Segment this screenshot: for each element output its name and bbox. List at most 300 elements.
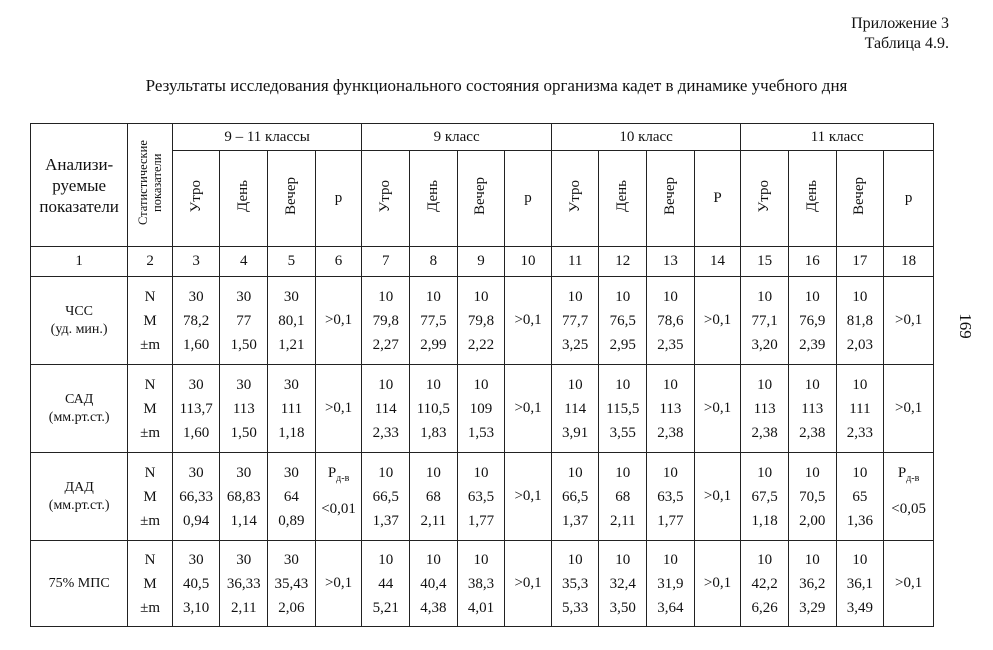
p-value-cell <box>884 541 934 627</box>
value-cell <box>741 365 789 453</box>
value-m: 2,11 <box>609 512 636 529</box>
value-n: 10 <box>425 551 441 568</box>
value-m: 77,7 <box>562 312 589 329</box>
value-m: 113 <box>753 400 776 417</box>
value-m: 67,5 <box>751 488 778 505</box>
value-m: 80,1 <box>278 312 305 329</box>
value-m: 1,53 <box>467 424 495 441</box>
value-m: 3,25 <box>562 336 589 353</box>
column-number: 7 <box>362 247 410 277</box>
stat-labels-cell <box>128 277 173 365</box>
value-m: 110,5 <box>416 400 450 417</box>
appendix-heading <box>851 14 949 54</box>
value-cell <box>788 453 836 541</box>
value-m: 1,60 <box>183 336 210 353</box>
period-header: Утро <box>741 151 789 247</box>
value-n: 10 <box>757 376 773 393</box>
column-number: 2 <box>128 247 173 277</box>
p-value: >0,1 <box>895 312 923 328</box>
period-header: Утро <box>362 151 410 247</box>
value-m: 78,2 <box>183 312 210 329</box>
value-m: 2,38 <box>751 424 778 441</box>
indicator-name: САД <box>64 391 94 407</box>
indicator-unit: (мм.рт.ст.) <box>48 497 110 513</box>
column-number: 1 <box>31 247 128 277</box>
value-m: 2,00 <box>799 512 826 529</box>
value-cell <box>741 453 789 541</box>
value-m: 2,95 <box>609 336 636 353</box>
period-header: День <box>410 151 458 247</box>
indicator-name: 75% МПС <box>48 575 110 591</box>
value-n: 30 <box>283 288 299 305</box>
value-m: 66,5 <box>372 488 399 505</box>
value-m: 32,4 <box>609 575 636 592</box>
value-m: 0,89 <box>278 512 305 529</box>
value-cell <box>172 453 220 541</box>
group-header: 11 класс <box>741 124 934 151</box>
value-n: 10 <box>473 288 489 305</box>
value-m: 2,11 <box>230 599 257 616</box>
value-m: 2,33 <box>372 424 399 441</box>
value-n: 10 <box>615 376 631 393</box>
value-m: 3,20 <box>751 336 778 353</box>
period-header: Вечер <box>836 151 884 247</box>
stat-label: ±m <box>140 599 161 616</box>
value-m: 2,35 <box>657 336 684 353</box>
p-value-cell <box>505 365 552 453</box>
value-cell <box>836 277 884 365</box>
value-n: 10 <box>567 551 583 568</box>
value-m: 113 <box>232 400 255 417</box>
group-header: 9 класс <box>362 124 551 151</box>
stat-labels-cell <box>128 365 173 453</box>
stat-label: ±m <box>140 424 161 441</box>
column-number: 9 <box>457 247 505 277</box>
value-m: 1,21 <box>278 336 305 353</box>
value-m: 113 <box>801 400 824 417</box>
value-cell <box>741 541 789 627</box>
value-m: 114 <box>374 400 397 417</box>
value-n: 30 <box>236 464 252 481</box>
value-cell <box>551 453 599 541</box>
value-m: 109 <box>469 400 493 417</box>
value-m: 2,11 <box>420 512 447 529</box>
value-m: 40,5 <box>183 575 210 592</box>
value-n: 30 <box>188 376 204 393</box>
value-cell <box>457 453 505 541</box>
value-cell <box>836 365 884 453</box>
value-m: 2,38 <box>799 424 826 441</box>
column-number: 17 <box>836 247 884 277</box>
value-cell <box>410 365 458 453</box>
column-number: 18 <box>884 247 934 277</box>
indicator-cell <box>31 541 128 627</box>
table-row <box>31 453 934 541</box>
value-m: 81,8 <box>846 312 874 329</box>
value-n: 10 <box>378 376 394 393</box>
p-value: <0,05 <box>891 500 926 517</box>
value-m: 77,5 <box>420 312 447 329</box>
value-n: 10 <box>425 288 441 305</box>
value-m: 6,26 <box>751 599 778 616</box>
stat-label: N <box>144 464 156 481</box>
value-cell <box>647 277 695 365</box>
value-m: 113,7 <box>179 400 213 417</box>
column-number: 11 <box>551 247 599 277</box>
value-m: 4,38 <box>420 599 447 616</box>
p-value-cell <box>884 453 934 541</box>
value-cell <box>741 277 789 365</box>
p-value-cell <box>694 277 741 365</box>
value-m: 70,5 <box>799 488 826 505</box>
value-cell <box>172 365 220 453</box>
p-value-cell <box>315 453 362 541</box>
p-value: >0,1 <box>703 312 732 328</box>
value-n: 10 <box>804 288 820 305</box>
value-n: 10 <box>378 288 394 305</box>
table-number: Таблица 4.9. <box>864 35 949 52</box>
value-n: 10 <box>757 464 773 481</box>
p-value: >0,1 <box>514 400 542 416</box>
value-m: 2,38 <box>657 424 684 441</box>
value-m: 114 <box>564 400 587 417</box>
value-n: 10 <box>615 288 631 305</box>
value-m: 2,39 <box>799 336 826 353</box>
stat-label: N <box>144 376 156 393</box>
stat-label: ±m <box>140 512 161 529</box>
value-m: 63,5 <box>657 488 684 505</box>
value-m: 68 <box>615 488 631 505</box>
value-cell <box>551 365 599 453</box>
column-number: 15 <box>741 247 789 277</box>
value-m: 63,5 <box>467 488 495 505</box>
p-value-cell <box>315 365 362 453</box>
value-m: 68 <box>425 488 441 505</box>
value-cell <box>836 453 884 541</box>
value-n: 10 <box>662 376 678 393</box>
stat-label: ±m <box>140 336 161 353</box>
value-n: 10 <box>567 376 583 393</box>
p-column-header: Р <box>694 151 741 247</box>
period-header: Утро <box>172 151 220 247</box>
value-n: 30 <box>283 376 299 393</box>
value-cell <box>551 541 599 627</box>
value-n: 10 <box>615 551 631 568</box>
value-m: 115,5 <box>606 400 640 417</box>
indicator-unit: (мм.рт.ст.) <box>48 409 110 425</box>
value-m: 76,9 <box>799 312 826 329</box>
value-m: 2,99 <box>420 336 447 353</box>
value-n: 10 <box>473 551 489 568</box>
value-m: 113 <box>659 400 682 417</box>
value-cell <box>362 277 410 365</box>
p-label: $Р_{д-в}$ <box>327 464 350 484</box>
value-cell <box>268 541 316 627</box>
value-m: 79,8 <box>467 312 495 329</box>
value-m: 65 <box>852 488 868 505</box>
value-m: 1,77 <box>657 512 684 529</box>
p-value-cell <box>505 277 552 365</box>
header-row-groups <box>31 124 934 151</box>
value-cell <box>268 453 316 541</box>
value-cell <box>220 277 268 365</box>
value-cell <box>410 541 458 627</box>
indicator-column-header: Анализи-руемые показатели <box>31 124 128 247</box>
p-value: >0,1 <box>895 400 923 416</box>
value-n: 10 <box>425 376 441 393</box>
indicator-cell <box>31 453 128 541</box>
value-m: 35,3 <box>562 575 589 592</box>
value-n: 10 <box>852 376 868 393</box>
value-n: 30 <box>283 551 299 568</box>
value-n: 10 <box>567 464 583 481</box>
value-m: 2,22 <box>467 336 495 353</box>
value-n: 30 <box>188 464 204 481</box>
value-m: 1,18 <box>751 512 778 529</box>
value-m: 1,18 <box>278 424 305 441</box>
value-cell <box>362 541 410 627</box>
table-row <box>31 277 934 365</box>
value-m: 36,33 <box>226 575 261 592</box>
value-m: 1,77 <box>467 512 495 529</box>
value-n: 10 <box>852 551 868 568</box>
period-header: Утро <box>551 151 599 247</box>
stat-label: M <box>143 488 157 505</box>
p-value-cell <box>884 365 934 453</box>
table-row <box>31 365 934 453</box>
value-n: 10 <box>804 464 820 481</box>
value-n: 10 <box>615 464 631 481</box>
value-m: 36,1 <box>846 575 874 592</box>
p-value: <0,01 <box>321 500 356 517</box>
value-m: 38,3 <box>467 575 495 592</box>
value-m: 66,5 <box>562 488 589 505</box>
value-n: 10 <box>757 551 773 568</box>
indicator-name: ДАД <box>64 479 94 495</box>
value-m: 1,83 <box>420 424 447 441</box>
value-cell <box>647 453 695 541</box>
column-number: 10 <box>505 247 552 277</box>
value-m: 64 <box>283 488 299 505</box>
value-m: 1,50 <box>230 424 257 441</box>
value-n: 10 <box>378 551 394 568</box>
p-column-header: р <box>884 151 934 247</box>
value-m: 66,33 <box>179 488 214 505</box>
stat-labels-cell <box>128 453 173 541</box>
value-cell <box>599 453 647 541</box>
group-header: 9 – 11 классы <box>172 124 362 151</box>
results-table <box>30 123 934 627</box>
value-m: 36,2 <box>799 575 826 592</box>
value-m: 3,10 <box>183 599 210 616</box>
value-m: 1,14 <box>230 512 257 529</box>
value-m: 111 <box>849 400 871 417</box>
value-n: 10 <box>852 464 868 481</box>
page-number: 169 <box>955 313 975 339</box>
p-value-cell <box>694 541 741 627</box>
value-m: 2,27 <box>372 336 399 353</box>
value-n: 30 <box>236 551 252 568</box>
value-cell <box>836 541 884 627</box>
stat-label: N <box>144 288 156 305</box>
p-value: >0,1 <box>703 575 732 591</box>
column-number: 8 <box>410 247 458 277</box>
value-m: 77,1 <box>751 312 778 329</box>
value-n: 10 <box>473 464 489 481</box>
value-m: 3,64 <box>657 599 684 616</box>
value-cell <box>551 277 599 365</box>
value-m: 2,03 <box>846 336 874 353</box>
stat-column-header: Статистические показатели <box>128 124 173 247</box>
value-m: 1,50 <box>230 336 257 353</box>
p-value-cell <box>505 453 552 541</box>
p-value-cell <box>694 365 741 453</box>
value-m: 35,43 <box>274 575 309 592</box>
value-m: 1,37 <box>372 512 399 529</box>
column-number: 12 <box>599 247 647 277</box>
column-number-row <box>31 247 934 277</box>
value-cell <box>599 541 647 627</box>
value-n: 10 <box>567 288 583 305</box>
p-value-cell <box>694 453 741 541</box>
value-m: 3,49 <box>846 599 874 616</box>
value-cell <box>220 541 268 627</box>
value-cell <box>599 277 647 365</box>
value-n: 10 <box>662 551 678 568</box>
p-value: >0,1 <box>324 312 353 328</box>
value-m: 3,29 <box>799 599 826 616</box>
value-cell <box>410 453 458 541</box>
column-number: 3 <box>172 247 220 277</box>
value-cell <box>268 365 316 453</box>
value-m: 3,55 <box>609 424 636 441</box>
p-value-cell <box>315 277 362 365</box>
column-number: 6 <box>315 247 362 277</box>
value-m: 5,21 <box>372 599 399 616</box>
value-n: 10 <box>662 288 678 305</box>
value-m: 2,33 <box>846 424 874 441</box>
value-m: 1,37 <box>562 512 589 529</box>
column-number: 4 <box>220 247 268 277</box>
value-n: 10 <box>852 288 868 305</box>
value-n: 10 <box>804 376 820 393</box>
value-m: 0,94 <box>183 512 210 529</box>
value-m: 42,2 <box>751 575 778 592</box>
value-m: 68,83 <box>226 488 261 505</box>
period-header: Вечер <box>457 151 505 247</box>
p-value: >0,1 <box>514 575 542 591</box>
p-value: >0,1 <box>514 488 542 504</box>
p-value: >0,1 <box>895 575 923 591</box>
value-cell <box>457 277 505 365</box>
value-n: 10 <box>378 464 394 481</box>
column-number: 14 <box>694 247 741 277</box>
indicator-cell <box>31 365 128 453</box>
indicator-unit: (уд. мин.) <box>50 321 108 337</box>
value-m: 31,9 <box>657 575 684 592</box>
value-m: 40,4 <box>420 575 447 592</box>
value-cell <box>457 365 505 453</box>
value-n: 10 <box>804 551 820 568</box>
value-n: 10 <box>425 464 441 481</box>
p-column-header: р <box>315 151 362 247</box>
column-number: 13 <box>647 247 695 277</box>
value-m: 77 <box>236 312 252 329</box>
p-value-cell <box>884 277 934 365</box>
p-value-cell <box>315 541 362 627</box>
stat-label: N <box>144 551 156 568</box>
period-header: День <box>599 151 647 247</box>
value-cell <box>220 453 268 541</box>
table-row <box>31 541 934 627</box>
p-label: $Р_{д-в}$ <box>897 464 920 484</box>
value-cell <box>457 541 505 627</box>
value-n: 30 <box>188 551 204 568</box>
stat-label: M <box>143 400 157 417</box>
stat-label: M <box>143 312 157 329</box>
value-cell <box>172 541 220 627</box>
value-n: 30 <box>283 464 299 481</box>
stat-label: M <box>143 575 157 592</box>
column-number: 5 <box>268 247 316 277</box>
value-cell <box>220 365 268 453</box>
indicator-cell <box>31 277 128 365</box>
value-m: 44 <box>378 575 394 592</box>
value-cell <box>788 277 836 365</box>
value-cell <box>647 365 695 453</box>
period-header: День <box>788 151 836 247</box>
value-n: 10 <box>757 288 773 305</box>
value-cell <box>362 453 410 541</box>
value-m: 111 <box>280 400 303 417</box>
value-m: 3,91 <box>562 424 589 441</box>
value-m: 3,50 <box>609 599 636 616</box>
value-n: 30 <box>188 288 204 305</box>
value-cell <box>647 541 695 627</box>
period-header: Вечер <box>268 151 316 247</box>
appendix-label: Приложение 3 <box>851 15 949 32</box>
value-m: 79,8 <box>372 312 399 329</box>
p-value: >0,1 <box>703 488 732 504</box>
value-m: 4,01 <box>467 599 495 616</box>
value-n: 10 <box>662 464 678 481</box>
value-n: 30 <box>236 376 252 393</box>
p-value: >0,1 <box>514 312 542 328</box>
value-n: 10 <box>473 376 489 393</box>
group-header: 10 класс <box>551 124 740 151</box>
value-n: 30 <box>236 288 252 305</box>
stat-labels-cell <box>128 541 173 627</box>
p-value-cell <box>505 541 552 627</box>
indicator-name: ЧСС <box>65 303 94 319</box>
column-number: 16 <box>788 247 836 277</box>
table-title: Результаты исследования функционального состояния организма кадет в динамике учебного дня <box>145 76 848 95</box>
value-cell <box>788 541 836 627</box>
p-value: >0,1 <box>324 400 353 416</box>
value-m: 1,60 <box>183 424 210 441</box>
period-header: День <box>220 151 268 247</box>
value-m: 76,5 <box>609 312 636 329</box>
p-column-header: р <box>505 151 552 247</box>
value-cell <box>788 365 836 453</box>
value-cell <box>172 277 220 365</box>
value-cell <box>599 365 647 453</box>
value-cell <box>362 365 410 453</box>
p-value: >0,1 <box>324 575 353 591</box>
value-cell <box>268 277 316 365</box>
p-value: >0,1 <box>703 400 732 416</box>
value-m: 1,36 <box>846 512 874 529</box>
